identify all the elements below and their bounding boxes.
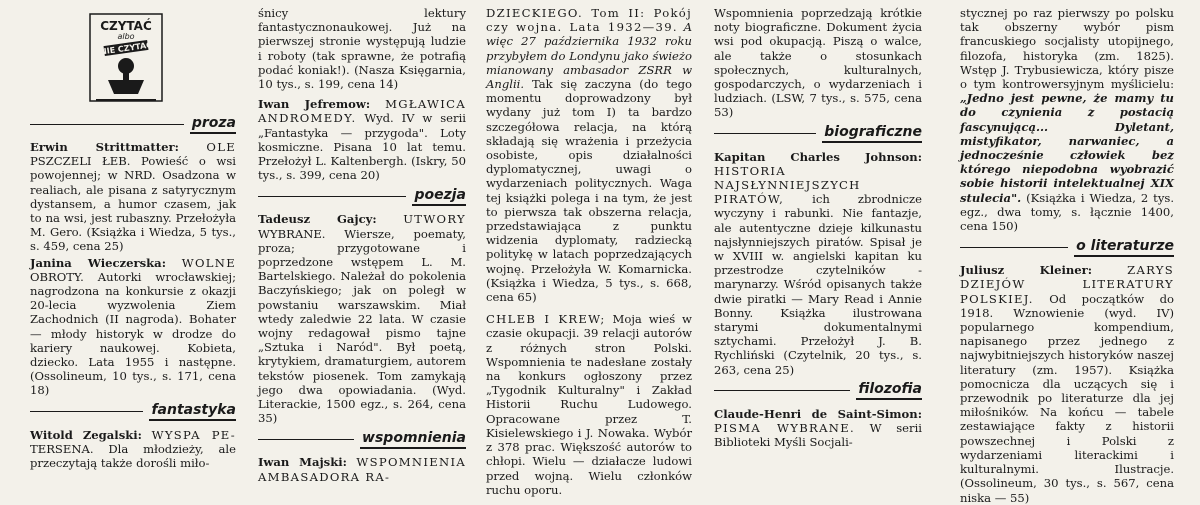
- entry-majski-continued: [486, 6, 692, 304]
- author: Iwan Majski:: [258, 455, 347, 470]
- author: Claude-Henri de Saint-Simon:: [714, 406, 922, 421]
- quote: A więc 27 października 1932 roku przybyłem do Londynu jako świeżo mianowany ambasador ZSRR w Anglii.: [486, 20, 692, 92]
- author: Iwan Jefremow:: [258, 97, 371, 112]
- book-title: UTWORY: [403, 212, 466, 227]
- section-title-proza: proza: [190, 115, 236, 134]
- column-5: [960, 6, 1174, 505]
- logo-line2: albo: [117, 32, 135, 41]
- section-o-literaturze: [960, 235, 1174, 259]
- entry-chleb-i-krew: [486, 312, 692, 497]
- entry-zegalski: [30, 428, 236, 471]
- entry-text: TERSENA. Dla młodzieży, ale przeczytają także dorośli miło-: [30, 441, 236, 471]
- section-wspomnienia: [258, 427, 466, 451]
- author: Witold Zegalski:: [30, 427, 142, 442]
- logo-line1: CZYTAĆ: [100, 19, 152, 33]
- entry-text: PSZCZELI ŁEB. Powieść o wsi powojennej; w NRD. Osadzona w realiach, ale pisana z satyrycznym dystansem, a humor czasem, jak to na wsi, jest rubaszny. Przełożyła M. Gero. (Książka i Wiedza, 5 tys., s. 459, cena 25): [30, 154, 236, 254]
- author: Kapitan Charles Johnson:: [714, 149, 922, 164]
- book-title: ZARYS DZIEJÓW LITERATURY POLSKIEJ.: [960, 263, 1174, 306]
- section-title-fantastyka: fantastyka: [149, 402, 236, 421]
- entry-text: Moja wieś w czasie okupacji. 39 relacji autorów z różnych stron Polski. Wspomnienia te nadesłane zostały na konkurs ogłoszony przez „Tygodnik Kulturalny" i Zakład Historii Ruchu Ludowego. Opracowane przez T. Kisielewskiego i J. Nowaka. Wybór z 378 prac. Większość autorów to chłopi. Wielu — działacze ludowi przed wojną. Wielu członków ruchu oporu.: [486, 312, 692, 497]
- section-filozofia: [714, 379, 922, 403]
- section-title-o-literaturze: o literaturze: [1074, 238, 1174, 257]
- book-title: WOLNE: [181, 255, 236, 270]
- entry-text: DZIECKIEGO. Tom II: Pokój czy wojna. Lata 1932—39.: [486, 6, 692, 35]
- logo-line3: NIE CZYTAĆ: [99, 40, 153, 57]
- entry-saint-simon-continued: [960, 6, 1174, 233]
- entry-kleiner: [960, 263, 1174, 504]
- entry-strittmatter: [30, 140, 236, 254]
- book-title: WSPOMNIENIA AMBASADORA RA-: [258, 455, 467, 484]
- section-title-biograficzne: biograficzne: [822, 124, 922, 143]
- entry-text: (Książka i Wiedza, 2 tys. egz., dwa tomy, s. łącznie 1400, cena 150): [960, 190, 1175, 234]
- entry-majski: [258, 455, 466, 483]
- section-fantastyka: [30, 400, 236, 424]
- column-2: [258, 6, 466, 484]
- entry-jefremow: [258, 97, 466, 182]
- author: Juliusz Kleiner:: [960, 263, 1093, 278]
- book-title: PISMA WYBRANE.: [714, 421, 855, 436]
- czytac-logo: [86, 10, 166, 105]
- book-title: OLE: [206, 140, 236, 154]
- entry-text: Tak się zaczyna (do tego momentu doprowadzony był wydany już tom I) ta bardzo szczegółowa relacja, na którą składają się wrażenia i przeżycia osobiste, opis działalności dyplomatycznej, uwagi o wydarzeniach politycznych. Waga tej książki polega i na tym, że jest to pierwsza tak obszerna relacja, przedstawiająca z punktu widzenia dyplomaty, radziecką politykę w latach poprzedzających wojnę. Przełożyła W. Komarnicka. (Książka i Wiedza, 5 tys., s. 668, cena 65): [486, 77, 693, 305]
- column-1: [30, 110, 236, 470]
- entry-text: Od początków do 1918. Wznowienie (wyd. IV) popularnego kompendium, napisanego przez jednego z najwybitniejszych historyków naszej literatury (zm. 1957). Książka pomocnicza dla uczących się i przewodnik po literaturze dla jej miłośników. Na końcu — tabele zestawiające fakty z historii powszechnej i Polski z wydarzeniami literackimi i kulturalnymi. Ilustracje. (Ossolineum, 30 tys., s. 567, cena niska — 55): [960, 291, 1175, 505]
- entry-text-continued: Wspomnienia poprzedzają krótkie noty biograficzne. Dokument życia wsi pod okupacją. Piszą o walce, ale także o stosunkach społecznych, kulturalnych, gospodarczych, o wydarzeniach i ludziach. (LSW, 7 tys., s. 575, cena 53): [714, 6, 922, 120]
- book-title: HISTORIA NAJSŁYNNIEJSZYCH PIRATÓW,: [714, 163, 861, 207]
- entry-wieczerska: [30, 256, 236, 398]
- author: Janina Wieczerska:: [30, 255, 166, 270]
- entry-text: OBROTY. Autorki wrocławskiej; nagrodzona na konkursie z okazji 20-lecia wyzwolenia Ziem Zachodnich (II nagroda). Bohater — młody historyk w drodze do kariery naukowej. Kobieta, dziecko. Lata 1955 i następne. (Ossolineum, 10 tys., s. 171, cena 18): [30, 269, 236, 398]
- column-3: [486, 6, 692, 497]
- entry-text-continued: śnicy lektury fantastycznonaukowej. Już na pierwszej stronie występują ludzie i roboty (tak sprawne, że potrafią podać koniak!). (Nasza Księgarnia, 10 tys., s. 199, cena 14): [258, 6, 466, 92]
- column-4: [714, 6, 922, 449]
- entry-gajcy: [258, 212, 466, 425]
- book-title: CHLEB I KREW;: [486, 312, 606, 327]
- entry-text: ich zbrodnicze wyczyny i rabunki. Nie fantazje, ale autentyczne dzieje kilkunastu najsłynniejszych piratów. Spisał je w XVIII w. angielski kapitan ku przestrodze czytelników - marynarzy. Wśród opisanych także dwie piratki — Mary Read i Annie Bonny. Książka ilustrowana starymi dokumentalnymi sztychami. Przełożył J. B. Rychliński (Czytelnik, 20 tys., s. 263, cena 25): [714, 192, 922, 377]
- entry-text: Wyd. IV w serii „Fantastyka — przygoda". Loty kosmiczne. Pisana 10 lat temu. Przełożył L. Kaltenbergh. (Iskry, 50 tys., s. 399, cena 20): [258, 111, 466, 183]
- entry-saint-simon: [714, 407, 922, 450]
- section-proza: [30, 112, 236, 136]
- author: Tadeusz Gajcy:: [258, 212, 377, 227]
- section-title-poezja: poezja: [412, 187, 466, 206]
- quote: „Jedno jest pewne, że mamy tu do czynienia z postacią fascynującą... Dyletant, mistyfikator, narwaniec, a jednocześnie człowiek bez którego niepodobna wyobrazić sobie historii intelektualnej XIX stulecia".: [960, 91, 1174, 205]
- book-title: WYSPA PE-: [151, 427, 237, 442]
- book-title: MGŁAWICA ANDROMEDY.: [258, 97, 466, 126]
- author: Erwin Strittmatter:: [30, 140, 179, 154]
- entry-text: stycznej po raz pierwszy po polsku tak obszerny wybór pism francuskiego socjalisty utopijnego, filozofa, historyka (zm. 1825). Wstęp J. Trybusiewicza, który pisze o tym kontrowersyjnym myślicielu:: [960, 6, 1174, 92]
- section-title-wspomnienia: wspomnienia: [360, 430, 466, 449]
- section-title-filozofia: filozofia: [856, 381, 922, 400]
- entry-text: WYBRANE. Wiersze, poematy, proza; przygotowane i poprzedzone wstępem L. M. Bartelskiego. Należał do pokolenia Baczyńskiego; jak on poległ w powstaniu warszawskim. Miał wtedy zaledwie 22 lata. W czasie wojny redagował pismo tajne „Sztuka i Naród". Był poetą, krytykiem, dramaturgiem, autorem tekstów piosenek. Tom zamykają jego dwa opowiadania. (Wyd. Literackie, 1500 egz., s. 264, cena 35): [258, 226, 466, 426]
- entry-johnson: [714, 150, 922, 377]
- section-poezja: [258, 184, 466, 208]
- section-biograficzne: [714, 122, 922, 146]
- entry-text: W serii Biblioteki Myśli Socjali-: [714, 421, 922, 450]
